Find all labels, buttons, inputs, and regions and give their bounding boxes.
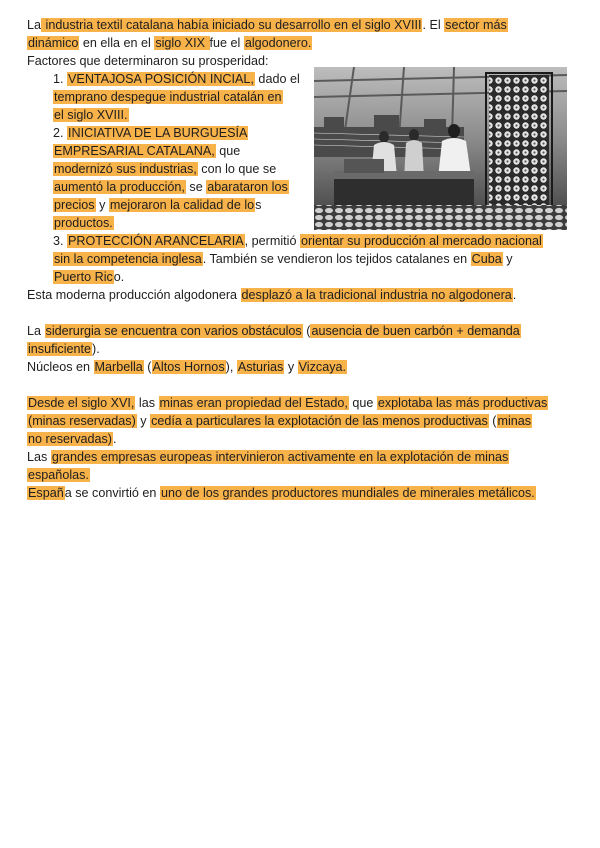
factor-2-line-5 — [53, 196, 261, 214]
paragraph-minas-line-2 — [27, 412, 532, 430]
highlight: cedía a particulares la explotación de las menos productivas — [151, 414, 488, 428]
highlight: minas — [497, 414, 532, 428]
text: . El — [422, 18, 445, 32]
list-number: 3. — [53, 234, 68, 248]
factor-3-line-1 — [53, 232, 543, 250]
highlight: Vizcaya. — [298, 360, 346, 374]
highlight: ausencia de buen carbón + demanda — [311, 324, 520, 338]
highlight: mejoraron la calidad de lo — [109, 198, 255, 212]
text: dado el — [254, 72, 300, 86]
highlight: VENTAJOSA POSICIÓN INCIAL, — [68, 72, 254, 86]
text: que — [348, 396, 377, 410]
paragraph-minas-line-1 — [27, 394, 548, 412]
paragraph-empresas-line-2 — [27, 466, 90, 484]
highlight: productos. — [54, 216, 113, 230]
text: y — [502, 252, 513, 266]
text: las — [135, 396, 159, 410]
paragraph-nucleos — [27, 358, 347, 376]
highlight: grandes empresas europeas intervinieron activamente en la explotación de minas — [51, 450, 509, 464]
paragraph-espana — [27, 484, 536, 502]
text: ( — [302, 324, 311, 338]
list-number: 2. — [53, 126, 68, 140]
text: o. — [113, 270, 125, 284]
paragraph-minas-line-3 — [27, 430, 117, 448]
highlight: siderurgia se encuentra con varios obstáculos — [45, 324, 302, 338]
text: ), — [225, 360, 237, 374]
factor-3-line-2 — [53, 250, 513, 268]
text: La — [27, 324, 45, 338]
highlight: aumentó la producción, — [54, 180, 185, 194]
paragraph-textile-line-1 — [27, 16, 508, 34]
factor-2-line-6 — [53, 214, 114, 232]
highlight: sin la competencia inglesa — [54, 252, 202, 266]
highlight: Marbella — [94, 360, 143, 374]
factor-1-line-3 — [53, 106, 129, 124]
highlight: INICIATIVA DE LA BURGUESÍA — [68, 126, 248, 140]
highlight: el siglo XVIII. — [54, 108, 128, 122]
factor-3-line-3 — [53, 268, 124, 286]
highlight: orientar su producción al mercado nacional — [300, 234, 542, 248]
textile-factory-photo — [314, 67, 567, 230]
highlight: (minas reservadas) — [28, 414, 136, 428]
text: y — [95, 198, 109, 212]
factors-intro: Factores que determinaron su prosperidad: — [27, 54, 269, 68]
text: y — [284, 360, 298, 374]
highlight: Cuba — [471, 252, 502, 266]
highlight: Españ — [28, 486, 64, 500]
highlight: EMPRESARIAL CATALANA, — [54, 144, 215, 158]
highlight: Desde el siglo XVI, — [28, 396, 135, 410]
highlight: insuficiente — [28, 342, 92, 356]
highlight: Asturias — [237, 360, 284, 374]
factory-photo-illustration — [314, 67, 567, 230]
factor-1-line-2 — [53, 88, 283, 106]
highlight: desplazó a la tradicional industria no algodonera — [241, 288, 512, 302]
text: ( — [488, 414, 497, 428]
text: fue el — [209, 36, 244, 50]
factor-2-line-4 — [53, 178, 289, 196]
factor-2-line-3 — [53, 160, 276, 178]
highlight: explotaba las más productivas — [377, 396, 548, 410]
factor-1-line-1 — [53, 70, 300, 88]
text: . — [113, 432, 117, 446]
highlight: industria textil catalana había iniciado su desarrollo en el siglo XVIII — [42, 18, 422, 32]
text: se — [185, 180, 207, 194]
highlight: sector más — [445, 18, 507, 32]
text: Las — [27, 450, 51, 464]
highlight: Puerto Ric — [54, 270, 113, 284]
factor-2-line-2 — [53, 142, 240, 160]
bobbin-rack — [489, 75, 549, 205]
highlight: siglo XIX — [155, 36, 209, 50]
text: que — [215, 144, 241, 158]
highlight: minas eran propiedad del Estado, — [159, 396, 348, 410]
highlight: modernizó sus industrias, — [54, 162, 197, 176]
factor-2-line-1 — [53, 124, 248, 142]
highlight: precios — [54, 198, 95, 212]
highlight: algodonero. — [244, 36, 312, 50]
highlight: dinámico — [28, 36, 79, 50]
paragraph-siderurgia-line-1 — [27, 322, 521, 340]
paragraph-empresas-line-1 — [27, 448, 509, 466]
list-number: 1. — [53, 72, 68, 86]
text: a se convirtió en — [64, 486, 160, 500]
highlight: temprano despegue industrial catalán en — [54, 90, 282, 104]
text: Esta moderna producción algodonera — [27, 288, 241, 302]
text: ( — [143, 360, 152, 374]
paragraph-modern-production — [27, 286, 516, 304]
text: . También se vendieron los tejidos catalanes en — [202, 252, 471, 266]
text: Núcleos en — [27, 360, 94, 374]
highlight: Altos Hornos — [152, 360, 225, 374]
paragraph-textile-line-2 — [27, 34, 312, 52]
text: , permitió — [244, 234, 300, 248]
text: s — [255, 198, 262, 212]
text: ). — [92, 342, 100, 356]
text: en ella en el — [79, 36, 155, 50]
text: con lo que se — [197, 162, 277, 176]
highlight: no reservadas) — [28, 432, 112, 446]
highlight: uno de los grandes productores mundiales de minerales metálicos. — [160, 486, 535, 500]
paragraph-siderurgia-line-2 — [27, 340, 100, 358]
text: y — [136, 414, 151, 428]
highlight: abarataron los — [207, 180, 288, 194]
highlight: españolas. — [28, 468, 89, 482]
highlight: PROTECCIÓN ARANCELARIA — [68, 234, 244, 248]
text: . — [512, 288, 517, 302]
floor-spools — [314, 205, 567, 230]
text: La — [27, 18, 42, 32]
